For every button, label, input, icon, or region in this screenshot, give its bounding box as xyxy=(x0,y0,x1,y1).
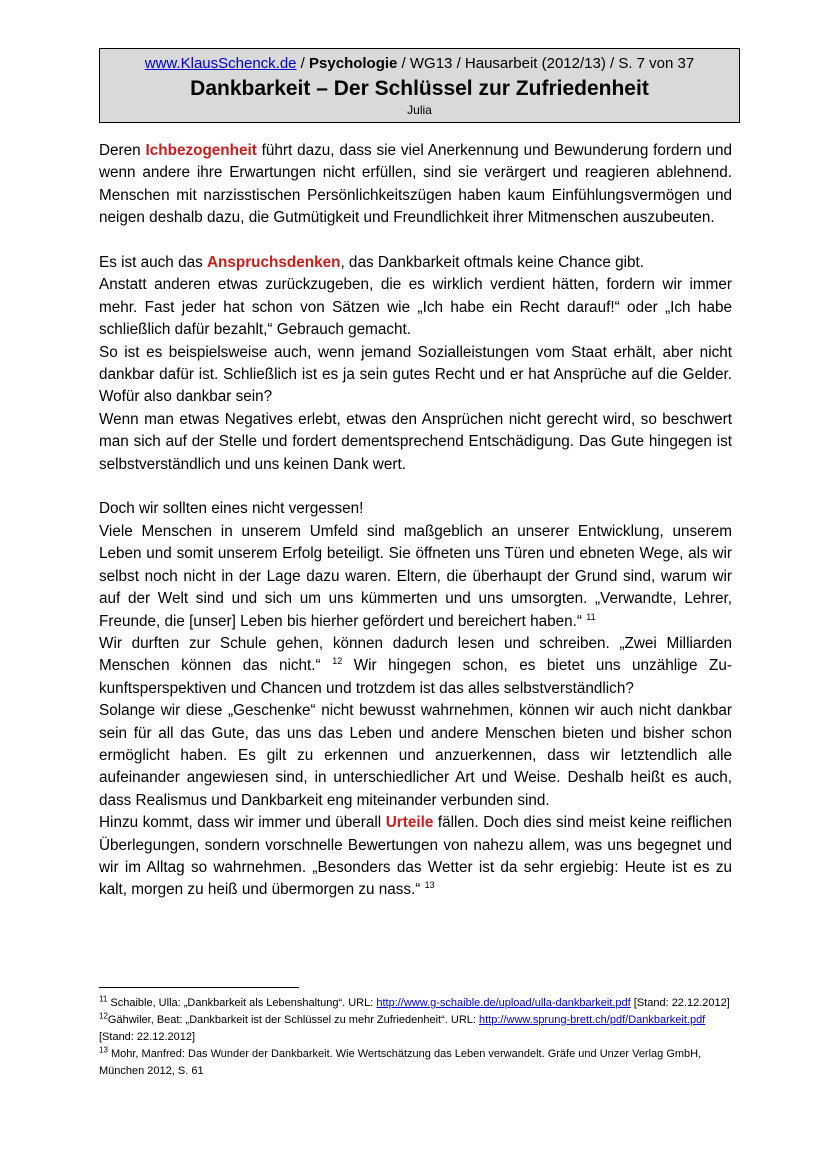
paragraph: Wenn man etwas Negatives erlebt, etwas den Ansprüchen nicht gerecht wird, so beschwert man sich auf der Stelle und fordert dementsprechend Entschädigung. Das Gute hingegen ist selbstverständlich und uns keinen Dank wert. xyxy=(99,410,732,473)
text-run: führt dazu, dass sie viel Anerkennung und Bewunderung fordern und wenn andere ihre Erwartungen nicht erfüllen, sind sie verärgert und reagieren ablehnend. Menschen mit narzisstischen Persönlichkeitszügen haben kaum Einfühlungsvermögen und neigen deshalb dazu, die Gutmütigkeit und Freundlichkeit ihrer Mitmenschen auszubeuten. xyxy=(99,142,732,227)
keyword-highlight: Anspruchsdenken xyxy=(206,254,341,272)
footnote-ref[interactable]: 11 xyxy=(586,611,596,622)
text-run: Deren xyxy=(99,142,146,159)
paragraph xyxy=(99,140,732,230)
site-link[interactable]: www.KlausSchenck.de xyxy=(144,55,297,72)
footnote-link[interactable]: http://www.sprung-brett.ch/pdf/Dankbarkeit.pdf xyxy=(479,1014,706,1026)
body-text xyxy=(99,140,732,902)
paragraph: Anstatt anderen etwas zurückzugeben, die es wirklich verdient hätten, fordern wir immer mehr. Fast jeder hat schon von Sätzen wie „Ich habe ein Recht darauf!“ oder „Ich habe schließlich dafür bezahlt,“ Gebrauch gemacht. xyxy=(99,276,732,339)
paragraph: Solange wir diese „Geschenke“ nicht bewusst wahrnehmen, können wir auch nicht dankbar sein für all das Gute, das uns das Leben und andere Menschen bieten und bisher schon ermöglicht haben. Es gilt zu erkennen und anzuerkennen, dass wir letztendlich alle aufeinander angewiesen sind, in unterschiedlicher Art und Weise. Deshalb heißt es auch, dass Realismus und Dankbarkeit eng miteinander verbunden sind. xyxy=(99,702,732,809)
header-separator: / xyxy=(296,55,310,72)
footnote xyxy=(99,1046,732,1080)
header-subject: Psychologie xyxy=(309,55,398,72)
paragraph: Doch wir sollten eines nicht vergessen! xyxy=(99,500,364,518)
footnote-link[interactable]: http://www.g-schaible.de/upload/ulla-dankbarkeit.pdf xyxy=(376,997,631,1009)
paragraph xyxy=(99,812,732,902)
keyword-highlight: Urteile xyxy=(385,814,434,832)
text-run: fällen. Doch dies sind meist keine reiflichen Überlegungen, sondern vorschnelle Bewertungen von nahezu allem, was uns begegnet und wir im Alltag so wahrnehmen. „Besonders das Wetter ist da sehr ergiebig: Heute ist es zu kalt, morgen zu heiß und übermorgen zu nass.“ xyxy=(99,814,732,899)
footnote-ref[interactable]: 12 xyxy=(332,656,343,667)
footnote-number: 13 xyxy=(99,1045,108,1055)
footnote-ref[interactable]: 13 xyxy=(424,880,435,891)
text-run: Hinzu kommt, dass wir immer und überall xyxy=(99,814,386,832)
keyword-highlight: Ichbezogenheit xyxy=(145,142,257,159)
header-meta-line xyxy=(100,54,739,74)
footnote-text: Schaible, Ulla: „Dankbarkeit als Lebenshaltung“. URL: xyxy=(107,997,377,1009)
footnote xyxy=(99,995,732,1012)
document-title: Dankbarkeit – Der Schlüssel zur Zufriedenheit xyxy=(190,77,649,100)
footnote xyxy=(99,1012,732,1046)
paragraph-gap xyxy=(99,230,732,252)
header-meta-rest: / WG13 / Hausarbeit (2012/13) / S. 7 von 37 xyxy=(397,55,695,72)
paragraph xyxy=(99,252,732,274)
footnote-text: [Stand: 22.12.2012] xyxy=(99,1031,196,1043)
text-run: Wir durften zur Schule gehen, können dadurch lesen und schreiben. „Zwei Milliarden Menschen können das nicht.“ xyxy=(99,634,732,675)
paragraph xyxy=(99,521,732,633)
paragraph xyxy=(99,633,732,700)
text-run: Viele Menschen in unserem Umfeld sind maßgeblich an unserer Entwicklung, unserem Leben und somit unserem Erfolg beteiligt. Sie öffneten uns Türen und ebneten Wege, als wir selbst noch nicht in der Lage dazu waren. Eltern, die überhaupt der Grund sind, warum wir auf der Welt sind und sich um uns kümmerten und uns umsorgten. „Verwandte, Lehrer, Freunde, die [unser] Leben bis hierher gefördert und bereichert haben.“ xyxy=(99,522,732,630)
footnote-text: Gähwiler, Beat: „Dankbarkeit ist der Schlüssel zu mehr Zufriedenheit“. URL: xyxy=(107,1014,480,1026)
text-run: Wir hingegen schon, es bietet uns unzählige Zukunftsperspektiven und Chancen und trotzdem ist das alles selbstverständlich? xyxy=(99,657,733,697)
text-run: Es ist auch das xyxy=(99,254,207,272)
page-header xyxy=(99,48,740,123)
text-run: , das Dankbarkeit oftmals keine Chance gibt. xyxy=(340,254,644,272)
footnote-text: [Stand: 22.12.2012] xyxy=(630,997,730,1009)
footnote-number: 11 xyxy=(99,994,108,1004)
footnote-number: 12 xyxy=(99,1011,108,1021)
footnotes xyxy=(99,995,732,1080)
footnote-text: Mohr, Manfred: Das Wunder der Dankbarkeit. Wie Wertschätzung das Leben verwandelt. Gräfe und Unzer Verlag GmbH, München 2012, S. 61 xyxy=(99,1048,702,1077)
paragraph-gap xyxy=(99,476,732,498)
author-name: Julia xyxy=(407,103,432,117)
paragraph: So ist es beispielsweise auch, wenn jemand Sozialleistungen vom Staat erhält, aber nicht dankbar dafür ist. Schließlich ist es ja sein gutes Recht und er hat Ansprüche auf die Gelder. Wofür also dankbar sein? xyxy=(99,343,732,406)
footnote-divider xyxy=(99,987,299,988)
